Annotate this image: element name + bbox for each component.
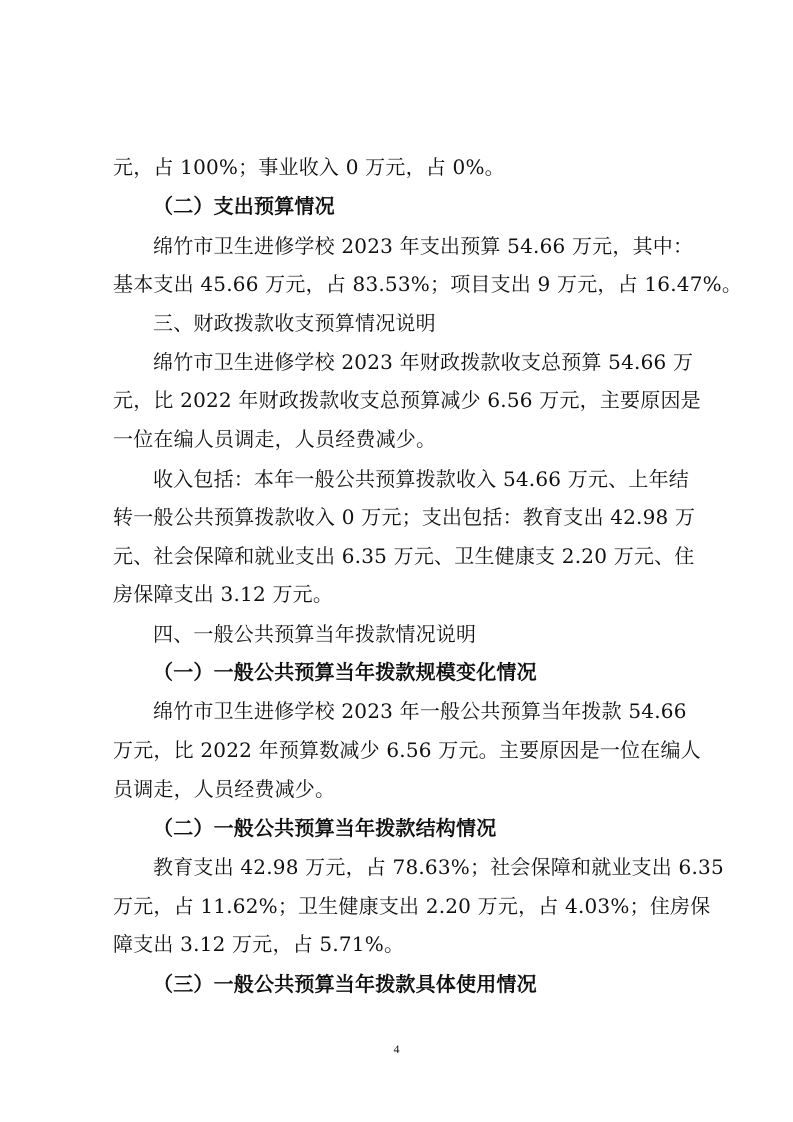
paragraph-line: 元、社会保障和就业支出 6.35 万元、卫生健康支 2.20 万元、住 — [113, 544, 695, 568]
page-number: 4 — [393, 1042, 400, 1056]
paragraph-line: 转一般公共预算拨款收入 0 万元；支出包括：教育支出 42.98 万 — [113, 505, 696, 529]
section-subheading: （二）一般公共预算当年拨款结构情况 — [153, 816, 497, 840]
section-heading: 四、一般公共预算当年拨款情况说明 — [153, 622, 477, 646]
paragraph-line: 元，占 100%；事业收入 0 万元，占 0%。 — [113, 155, 505, 179]
section-heading: 三、财政拨款收支预算情况说明 — [153, 311, 436, 335]
paragraph-line: 基本支出 45.66 万元，占 83.53%；项目支出 9 万元，占 16.47%。 — [113, 272, 743, 296]
paragraph-line: 元，比 2022 年财政拨款收支总预算减少 6.56 万元，主要原因是 — [113, 388, 701, 412]
paragraph-line: 收入包括：本年一般公共预算拨款收入 54.66 万元、上年结 — [153, 467, 689, 491]
paragraph-line: 员调走，人员经费减少。 — [113, 777, 336, 801]
paragraph-line: 绵竹市卫生进修学校 2023 年支出预算 54.66 万元，其中： — [153, 234, 694, 258]
paragraph-line: 障支出 3.12 万元，占 5.71%。 — [113, 932, 405, 956]
section-subheading: （二）支出预算情况 — [153, 194, 335, 218]
paragraph-line: 教育支出 42.98 万元，占 78.63%；社会保障和就业支出 6.35 — [153, 855, 724, 879]
section-subheading: （三）一般公共预算当年拨款具体使用情况 — [153, 972, 537, 996]
paragraph-line: 万元，占 11.62%；卫生健康支出 2.20 万元，占 4.03%；住房保 — [113, 894, 711, 918]
section-subheading: （一）一般公共预算当年拨款规模变化情况 — [153, 660, 537, 684]
paragraph-line: 房保障支出 3.12 万元。 — [113, 582, 334, 606]
paragraph-line: 绵竹市卫生进修学校 2023 年财政拨款收支总预算 54.66 万 — [153, 350, 694, 374]
paragraph-line: 万元，比 2022 年预算数减少 6.56 万元。主要原因是一位在编人 — [113, 738, 701, 762]
paragraph-line: 一位在编人员调走，人员经费减少。 — [113, 427, 437, 451]
paragraph-line: 绵竹市卫生进修学校 2023 年一般公共预算当年拨款 54.66 — [153, 699, 687, 723]
